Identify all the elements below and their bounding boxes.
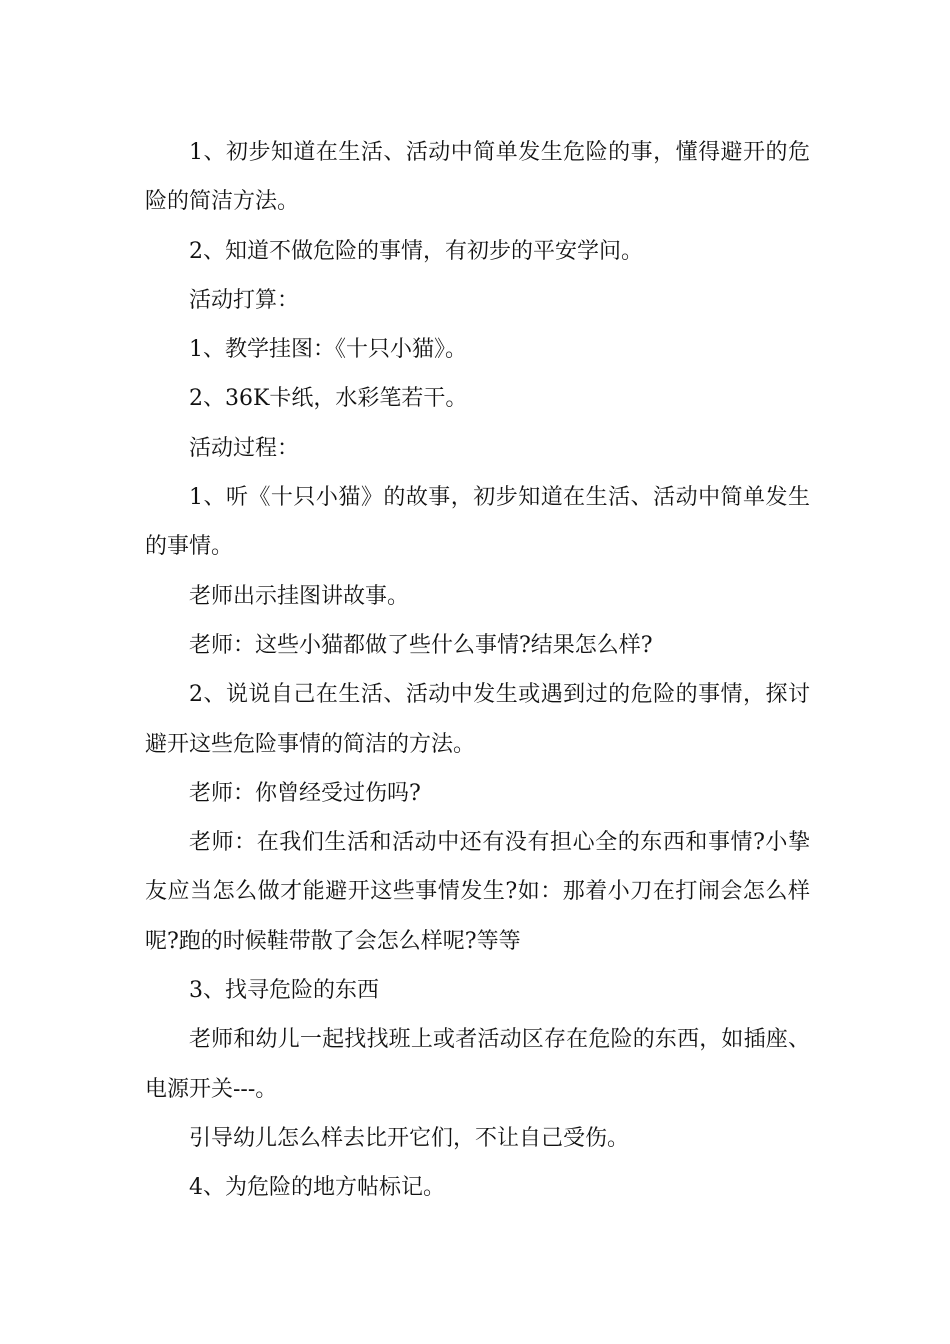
section-heading: 活动过程： [189,435,300,461]
paragraph: 2、36K卡纸，水彩笔若干。 [189,386,468,412]
section-heading: 活动打算： [189,287,300,313]
paragraph: 4、为危险的地方帖标记。 [189,1175,445,1201]
document-body [145,128,810,1213]
paragraph: 2、说说自己在生活、活动中发生或遇到过的危险的事情，探讨避开这些危险事情的简洁的方法。 [145,682,810,757]
paragraph: 引导幼儿怎么样去比开它们，不让自己受伤。 [189,1125,630,1151]
paragraph: 1、教学挂图：《十只小猫》。 [189,337,467,363]
paragraph: 老师：你曾经受过伤吗? [189,780,421,806]
paragraph: 2、知道不做危险的事情，有初步的平安学问。 [189,238,643,264]
paragraph: 1、初步知道在生活、活动中简单发生危险的事，懂得避开的危险的简洁方法。 [145,140,810,215]
paragraph: 老师：在我们生活和活动中还有没有担心全的东西和事情?小挚友应当怎么做才能避开这些事情发生?如：那着小刀在打闹会怎么样呢?跑的时候鞋带散了会怎么样呢?等等 [145,830,810,954]
paragraph: 老师出示挂图讲故事。 [189,583,410,609]
paragraph: 3、找寻危险的东西 [189,978,379,1004]
paragraph: 老师和幼儿一起找找班上或者活动区存在危险的东西，如插座、电源开关---。 [145,1027,810,1102]
paragraph: 1、听《十只小猫》的故事，初步知道在生活、活动中简单发生的事情。 [145,485,810,560]
paragraph: 老师：这些小猫都做了些什么事情?结果怎么样? [189,632,653,658]
